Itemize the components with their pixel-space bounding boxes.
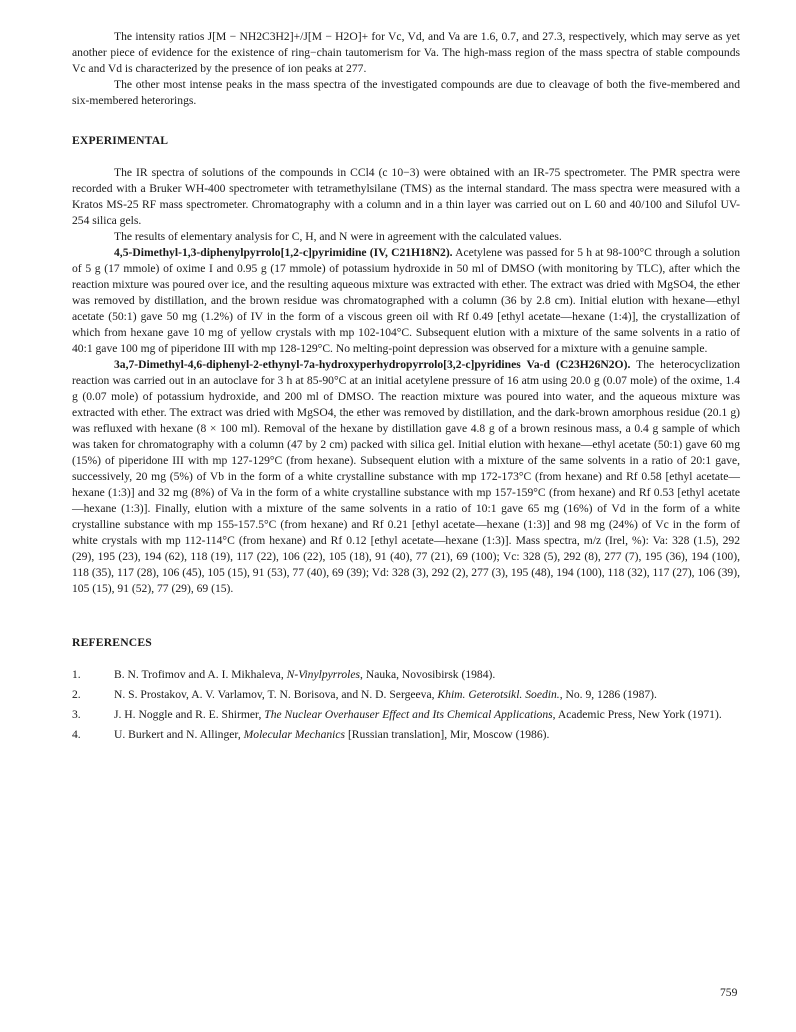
reference-title: Khim. Geterotsikl. Soedin.: [437, 688, 560, 701]
intro-paragraph-2: The other most intense peaks in the mass spectra of the investigated compounds are due to cleavage of both the five-membered and six-membered heterorings.: [72, 78, 740, 107]
compound-va-paragraph: [72, 357, 740, 597]
compound-iv-title: 4,5-Dimethyl-1,3-diphenylpyrrolo[1,2-c]pyrimidine (IV, C21H18N2).: [114, 246, 453, 259]
reference-authors: N. S. Prostakov, A. V. Varlamov, T. N. Borisova, and N. D. Sergeeva,: [114, 688, 438, 701]
reference-title: The Nuclear Overhauser Effect and Its Chemical Applications: [264, 708, 553, 721]
reference-rest: , No. 9, 1286 (1987).: [559, 688, 657, 701]
compound-va-title: 3a,7-Dimethyl-4,6-diphenyl-2-ethynyl-7a-hydroxyperhydropyrrolo[3,2-c]pyridines Va-d (C23H26N2O).: [114, 358, 631, 371]
experimental-heading: EXPERIMENTAL: [72, 134, 169, 147]
reference-authors: U. Burkert and N. Allinger,: [114, 728, 244, 741]
reference-item: [72, 687, 740, 703]
reference-item: [72, 667, 740, 683]
reference-rest: , Academic Press, New York (1971).: [552, 708, 722, 721]
experimental-paragraph-2: The results of elementary analysis for C, H, and N were in agreement with the calculated values.: [114, 230, 562, 243]
compound-iv-paragraph: [72, 245, 740, 357]
references-heading: REFERENCES: [72, 636, 152, 649]
reference-authors: J. H. Noggle and R. E. Shirmer,: [114, 708, 265, 721]
reference-item: [72, 707, 740, 723]
compound-va-text: The heterocyclization reaction was carried out in an autoclave for 3 h at 85-90°C at an initial acetylene pressure of 16 atm using 20.0 g (0.07 mole) of the oxime, 1.4 g (0.07 mole) of potassium hydroxide, and 200 ml of DMSO. The reaction mixture was poured into water, and the aqueous mixture was extracted with ether. The extract was dried with MgSO4, the ether was removed by distillation, and the dark-brown amorphous residue (20.1 g) was refluxed with hexane (8 × 100 ml). Removal of the hexane by distillation gave 4.8 g of a brown resinous mass, a 0.4 g sample of which was taken for chromatography with a column (47 by 2 cm) packed with silica gel. Initial elution with hexane—ethyl acetate (50:1) gave 60 mg (15%) of piperidone III with mp 127-129°C (from hexane). Subsequent elution with a mixture of the same solvents in a ratio of 20:1 gave, successively, 20 mg (5%) of Vb in the form of a white crystalline substance with mp 172-173°C (from hexane) and Rf 0.58 [ethyl acetate—hexane (1:3)] and 32 mg (8%) of Va in the form of a white crystalline substance with mp 157-159°C (from hexane) and Rf 0.53 [ethyl acetate—hexane (1:3)]. Finally, elution with a mixture of the same solvents in a ratio of 10:1 gave 65 mg (16%) of Vd in the form of a white crystalline substance with mp 155-157.5°C (from hexane) and Rf 0.21 [ethyl acetate—hexane (1:3)] and 98 mg (24%) of Vc in the form of white crystals with mp 112-114°C (from hexane) and Rf 0.12 [ethyl acetate—hexane (1:3)]. Mass spectra, m/z (Irel, %): Va: 328 (1.5), 292 (29), 195 (23), 194 (62), 118 (19), 117 (22), 106 (22), 105 (18), 91 (40), 77 (21), 69 (100); Vc: 328 (5), 292 (8), 277 (7), 195 (36), 194 (100), 118 (35), 117 (28), 106 (45), 105 (15), 91 (53), 77 (40), 69 (39); Vd: 328 (3), 292 (2), 277 (3), 195 (48), 194 (100), 118 (32), 117 (27), 106 (39), 105 (15), 91 (52), 77 (29), 69 (15).: [72, 358, 740, 595]
reference-authors: B. N. Trofimov and A. I. Mikhaleva,: [114, 668, 287, 681]
page-body: [72, 29, 740, 747]
experimental-paragraph-1: The IR spectra of solutions of the compounds in CCl4 (c 10−3) were obtained with an IR-75 spectrometer. The PMR spectra were recorded with a Bruker WH-400 spectrometer with tetramethylsilane (TMS) as the internal standard. The mass spectra were measured with a Kratos MS-25 RF mass spectrometer. Chromatography with a column and in a thin layer was carried out on L 60 and 40/100 and Silufol UV-254 silica gels.: [72, 166, 740, 227]
reference-item: [72, 727, 740, 743]
reference-list: [72, 667, 740, 743]
compound-iv-text: Acetylene was passed for 5 h at 98-100°C through a solution of 5 g (17 mmole) of oxime I and 0.95 g (17 mmole) of potassium hydroxide in 50 ml of DMSO (with monitoring by TLC), after which the reaction mixture was poured over ice, and the resulting aqueous mixture was extracted with ether. The extract was dried with MgSO4, the ether was removed by distillation, and the brown residue was chromatographed with a column (36 by 2.8 cm). Initial elution with hexane—ethyl acetate (50:1) gave 50 mg (1.2%) of IV in the form of a viscous green oil with Rf 0.49 [ethyl acetate—hexane (1:4)], the crystallization of which from hexane gave 10 mg of yellow crystals with mp 102-104°C. Subsequent elution with a mixture of the same solvents in a ratio of 40:1 gave 100 mg of piperidone III with mp 128-129°C. No melting-point depression was observed for a mixture with a genuine sample.: [72, 246, 740, 355]
reference-number: 1.: [72, 668, 81, 681]
reference-rest: [Russian translation], Mir, Moscow (1986).: [345, 728, 550, 741]
reference-number: 4.: [72, 728, 81, 741]
reference-rest: , Nauka, Novosibirsk (1984).: [360, 668, 496, 681]
page-number: 759: [720, 986, 738, 999]
reference-title: Molecular Mechanics: [243, 728, 346, 741]
reference-number: 3.: [72, 708, 81, 721]
reference-title: N-Vinylpyrroles: [286, 668, 361, 681]
reference-number: 2.: [72, 688, 81, 701]
intro-paragraph-1: The intensity ratios J[M − NH2C3H2]+/J[M − H2O]+ for Vc, Vd, and Va are 1.6, 0.7, and 27.3, respectively, which may serve as yet another piece of evidence for the existence of ring−chain tautomerism for Va. The high-mass region of the mass spectra of stable compounds Vc and Vd is characterized by the presence of ion peaks at 277.: [72, 30, 740, 75]
